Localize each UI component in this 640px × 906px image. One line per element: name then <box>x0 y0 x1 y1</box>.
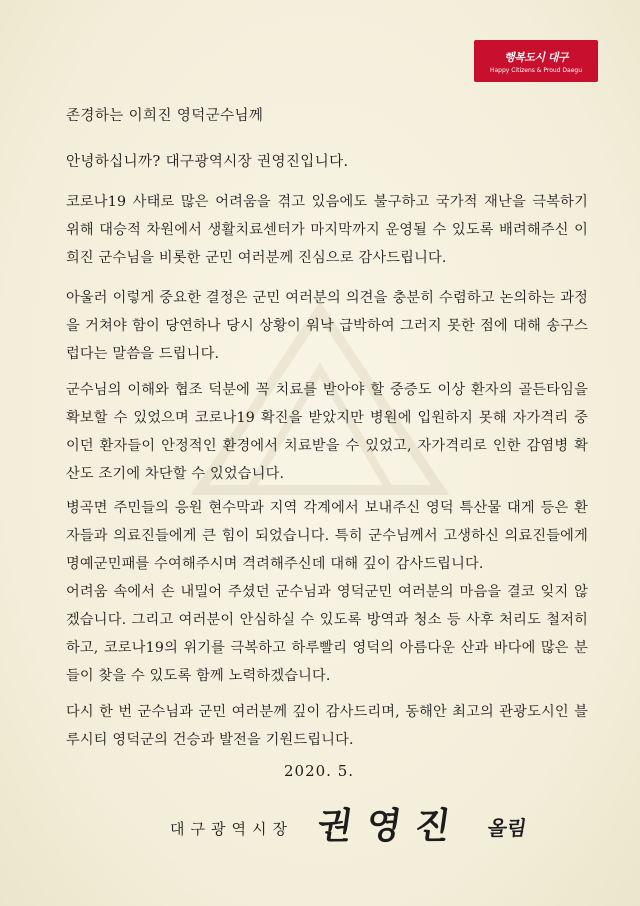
letter-paragraph: 다시 한 번 군수님과 군민 여러분께 깊이 감사드리며, 동해안 최고의 관광도시인 블루시티 영덕군의 건승과 발전을 기원드립니다. <box>66 704 588 748</box>
letter-paragraph: 군수님의 이해와 협조 덕분에 꼭 치료를 받아야 할 중증도 이상 환자의 골든타임을 확보할 수 있었으며 코로나19 확진을 받았지만 병원에 입원하지 못해 자가격리 중이던 환자들이 안정적인 환경에서 치료받을 수 있었고, 자가격리로 인한 감염병 확산도 조기에 차단할 수 있었습니다. <box>66 382 588 482</box>
letter-salutation: 존경하는 이희진 영덕군수님께 <box>66 108 264 124</box>
sender-signature: 권영진 <box>314 806 467 847</box>
sender-closing: 올림 <box>486 816 529 840</box>
letter-paragraph: 어려움 속에서 손 내밀어 주셨던 군수님과 영덕군민 여러분의 마음을 결코 잊지 않겠습니다. 그리고 여러분이 안심하실 수 있도록 방역과 청소 등 사후 처리도 철저히 하고, 코로나19의 위기를 극복하고 하루빨리 영덕의 아름다운 산과 바다에 많은 분들이 찾을 수 있도록 함께 노력하겠습니다. <box>66 584 588 684</box>
letter-greeting: 안녕하십니까? 대구광역시장 권영진입니다. <box>66 154 349 170</box>
logo-text: 행복도시 대구 <box>503 50 569 64</box>
sender-title: 대구광역시장 <box>170 820 293 838</box>
letter-paragraph: 병곡면 주민들의 응원 현수막과 지역 각계에서 보내주신 영덕 특산물 대게 등은 환자들과 의료진들에게 큰 힘이 되었습니다. 특히 군수님께서 고생하신 의료진들에게 명예군민패를 수여해주시며 격려해주신데 대해 깊이 감사드립니다. <box>66 500 588 572</box>
letter-date: 2020. 5. <box>284 762 355 780</box>
logo-subtext: Happy Citizens & Proud Daegu <box>489 66 583 74</box>
letter-paragraph: 아울러 이렇게 중요한 결정은 군민 여러분의 의견을 충분히 수렴하고 논의하는 과정을 거쳐야 함이 당연하나 당시 상황이 워낙 급박하여 그러지 못한 점에 대해 송구스럽다는 말씀을 드립니다. <box>66 290 588 362</box>
daegu-city-logo <box>474 40 598 82</box>
letter-paragraph: 코로나19 사태로 많은 어려움을 겪고 있음에도 불구하고 국가적 재난을 극복하기 위해 대승적 차원에서 생활치료센터가 마지막까지 운영될 수 있도록 배려해주신 이희진 군수님을 비롯한 군민 여러분께 진심으로 감사드립니다. <box>66 194 588 266</box>
